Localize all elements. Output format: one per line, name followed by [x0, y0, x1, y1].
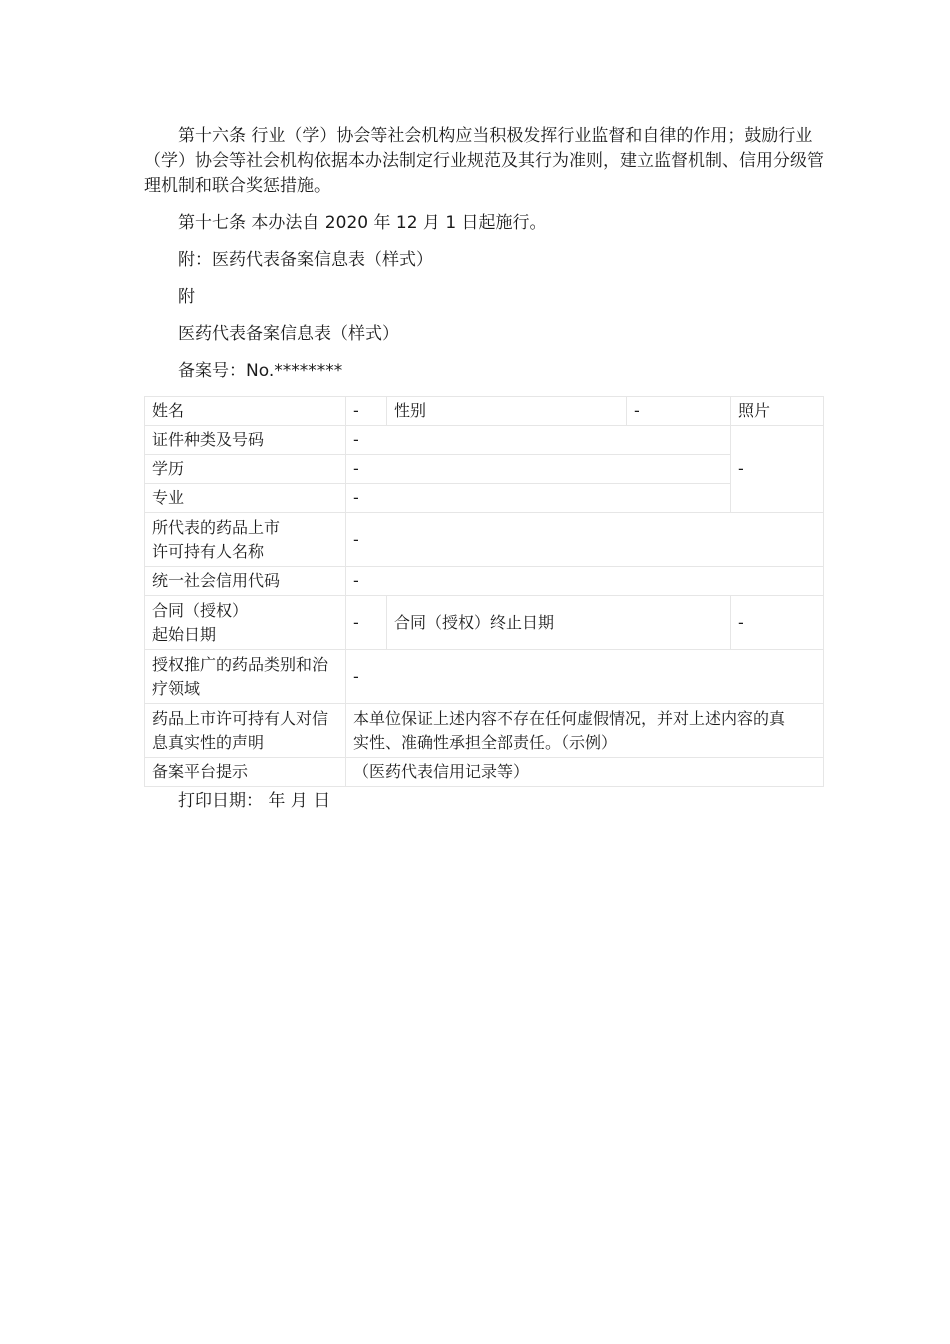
contract-end-label: 合同（授权）终止日期 [387, 596, 731, 650]
contract-end-value: - [731, 596, 824, 650]
education-value: - [346, 455, 731, 484]
photo-label: 照片 [731, 397, 824, 426]
gender-label: 性别 [387, 397, 627, 426]
statement-value-line-1: 本单位保证上述内容不存在任何虚假情况，并对上述内容的真 [353, 708, 786, 728]
table-row [145, 596, 824, 650]
print-date: 打印日期： 年 月 日 [178, 791, 331, 811]
table-row [145, 513, 824, 567]
id-label: 证件种类及号码 [145, 426, 346, 455]
holder-label-line-1: 所代表的药品上市 [152, 517, 281, 537]
table-row [145, 650, 824, 704]
contract-start-label [145, 596, 346, 650]
record-number: 备案号：No.******** [178, 361, 343, 381]
platform-value: （医药代表信用记录等） [346, 758, 824, 787]
article-16-paragraph: 第十六条 行业（学）协会等社会机构应当积极发挥行业监督和自律的作用；鼓励行业（学）协会等社会机构依据本办法制定行业规范及其行为准则，建立监督机制、信用分级管理机制和联合奖惩措施。 [144, 126, 824, 196]
platform-label: 备案平台提示 [145, 758, 346, 787]
attachment-note: 附：医药代表备案信息表（样式） [178, 250, 433, 270]
table-row [145, 758, 824, 787]
education-label: 学历 [145, 455, 346, 484]
holder-label-line-2: 许可持有人名称 [152, 541, 265, 561]
credit-code-label: 统一社会信用代码 [145, 567, 346, 596]
holder-label [145, 513, 346, 567]
major-label: 专业 [145, 484, 346, 513]
category-value: - [346, 650, 824, 704]
name-value: - [346, 397, 387, 426]
table-row [145, 455, 824, 484]
contract-start-value: - [346, 596, 387, 650]
table-row [145, 484, 824, 513]
table-row [145, 426, 824, 455]
contract-start-label-line-1: 合同（授权） [152, 600, 249, 620]
contract-start-label-line-2: 起始日期 [152, 624, 217, 644]
form-title: 医药代表备案信息表（样式） [178, 324, 399, 344]
attachment-label: 附 [178, 287, 195, 307]
statement-label-line-2: 息真实性的声明 [152, 732, 265, 752]
category-label-line-1: 授权推广的药品类别和治 [152, 654, 329, 674]
id-value: - [346, 426, 731, 455]
holder-value: - [346, 513, 824, 567]
category-label-line-2: 疗领域 [152, 678, 201, 698]
statement-label-line-1: 药品上市许可持有人对信 [152, 708, 329, 728]
major-value: - [346, 484, 731, 513]
document-page [144, 124, 824, 814]
credit-code-value: - [346, 567, 824, 596]
table-row [145, 397, 824, 426]
statement-value-line-2: 实性、准确性承担全部责任。（示例） [353, 732, 618, 752]
registration-info-table [144, 396, 824, 787]
statement-value [346, 704, 824, 758]
gender-value: - [627, 397, 731, 426]
table-row [145, 567, 824, 596]
name-label: 姓名 [145, 397, 346, 426]
statement-label [145, 704, 346, 758]
category-label [145, 650, 346, 704]
table-row [145, 704, 824, 758]
article-17-paragraph: 第十七条 本办法自 2020 年 12 月 1 日起施行。 [178, 213, 547, 233]
photo-value: - [731, 426, 824, 513]
